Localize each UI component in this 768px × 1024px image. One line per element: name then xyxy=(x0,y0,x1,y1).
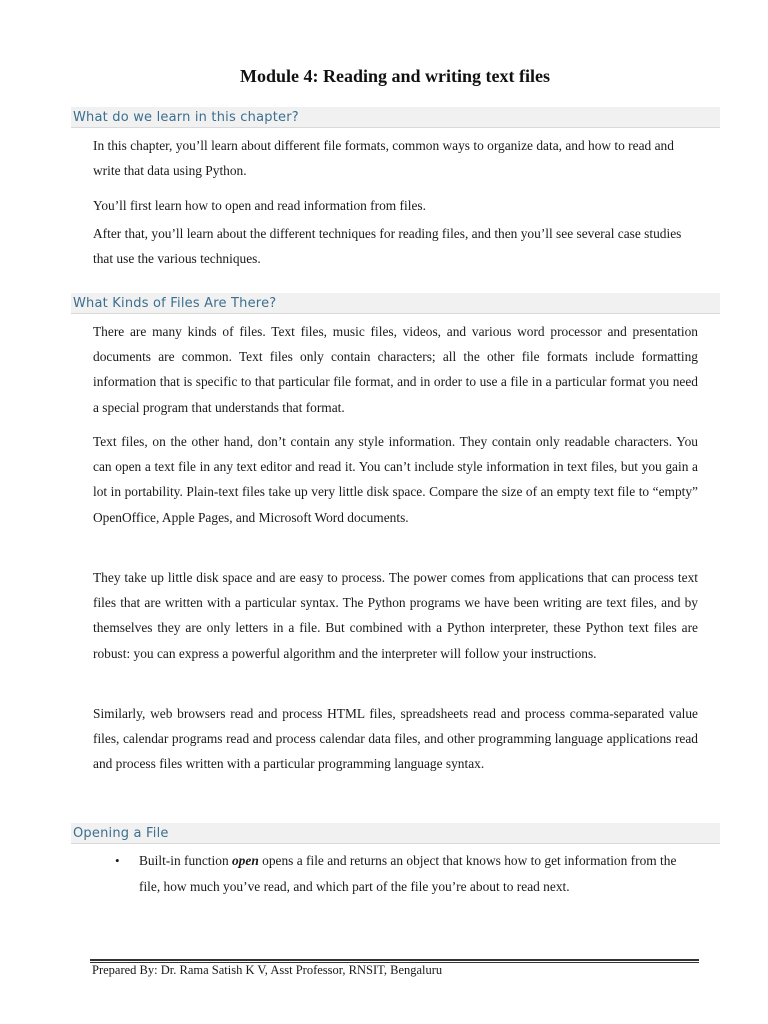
paragraph: Similarly, web browsers read and process HTML files, spreadsheets read and process comma-separated value files, calendar programs read and process calendar data files, and other programming language applications read and process files written with a particular programming language syntax. xyxy=(93,706,698,772)
bullet-text xyxy=(139,848,699,899)
bullet-suffix: opens a file and returns an object that knows how to get information from the file, how much you’ve read, and which part of the file you’re about to read next. xyxy=(139,853,677,894)
paragraph: You’ll first learn how to open and read information from files. xyxy=(93,198,426,213)
paragraph: They take up little disk space and are easy to process. The power comes from applications that can process text files that are written with a particular syntax. The Python programs we have been writing are text files, and by themselves they are only letters in a file. But combined with a Python interpreter, these Python text files are robust: you can express a powerful algorithm and the interpreter will follow your instructions. xyxy=(93,570,698,661)
page-title: Module 4: Reading and writing text files xyxy=(240,66,550,86)
section-heading-opening-file: Opening a File xyxy=(71,823,720,844)
section-heading-file-kinds: What Kinds of Files Are There? xyxy=(71,293,720,314)
paragraph: There are many kinds of files. Text files, music files, videos, and various word processor and presentation documents are common. Text files only contain characters; all the other file formats include formatting information that is specific to that particular file format, and in order to use a file in a particular format you need a special program that understands that format. xyxy=(93,324,698,415)
footer-divider xyxy=(90,959,699,961)
bullet-prefix: Built-in function xyxy=(139,853,232,868)
keyword-open: open xyxy=(231,853,259,868)
page-footer: Prepared By: Dr. Rama Satish K V, Asst Professor, RNSIT, Bengaluru xyxy=(92,963,443,977)
section-heading-learn: What do we learn in this chapter? xyxy=(71,107,720,128)
paragraph: After that, you’ll learn about the different techniques for reading files, and then you’ll see several case studies that use the various techniques. xyxy=(93,226,682,267)
paragraph: Text files, on the other hand, don’t contain any style information. They contain only readable characters. You can open a text file in any text editor and read it. You can’t include style information in text files, but you gain a lot in portability. Plain-text files take up very little disk space. Compare the size of an empty text file to “empty” OpenOffice, Apple Pages, and Microsoft Word documents. xyxy=(93,434,698,525)
paragraph: In this chapter, you’ll learn about different file formats, common ways to organize data, and how to read and write that data using Python. xyxy=(93,138,674,179)
bullet-icon: • xyxy=(115,853,120,868)
